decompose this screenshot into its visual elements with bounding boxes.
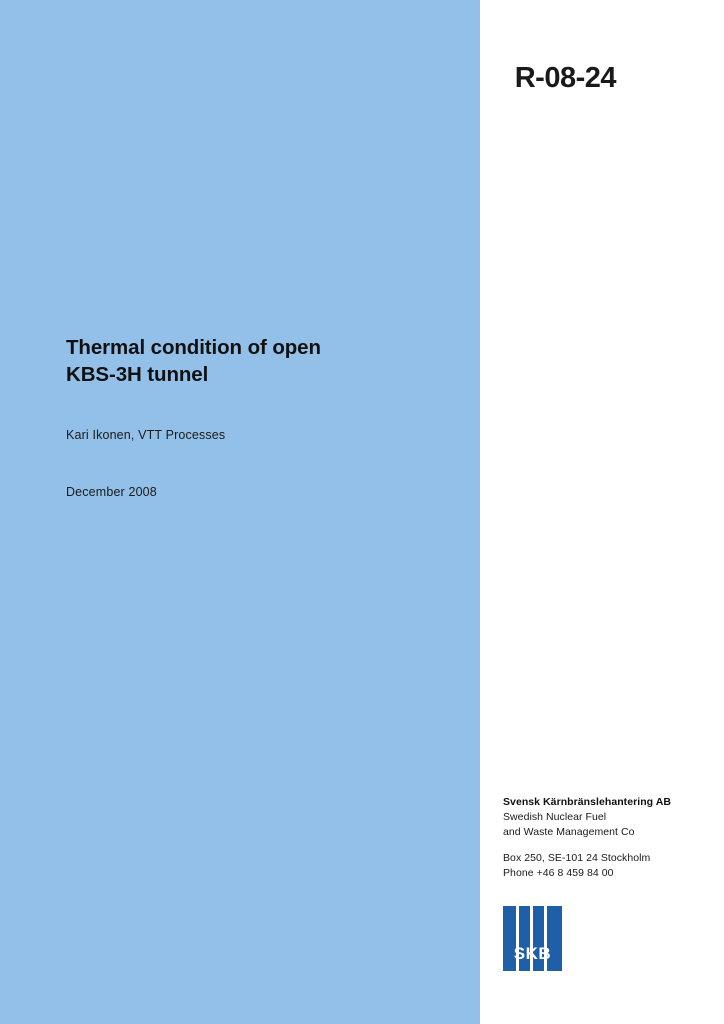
page-title-line-2: KBS-3H tunnel bbox=[66, 363, 209, 387]
publisher-phone: Phone +46 8 459 84 00 bbox=[503, 866, 614, 879]
publisher-name: Svensk Kärnbränslehantering AB bbox=[503, 796, 671, 808]
publisher-address: Box 250, SE-101 24 Stockholm bbox=[503, 851, 651, 864]
author-line: Kari Ikonen, VTT Processes bbox=[66, 428, 226, 442]
publisher-subtitle-line-1: Swedish Nuclear Fuel bbox=[503, 811, 607, 824]
publisher-block bbox=[503, 795, 703, 881]
title-block bbox=[66, 334, 456, 388]
skb-logo bbox=[503, 906, 562, 971]
logo-text: SKB bbox=[513, 944, 552, 963]
publisher-spacer bbox=[503, 841, 703, 851]
report-number: R-08-24 bbox=[514, 62, 616, 94]
publisher-subtitle-line-2: and Waste Management Co bbox=[503, 826, 635, 839]
publication-date: December 2008 bbox=[66, 485, 157, 499]
page-title-line-1: Thermal condition of open bbox=[66, 336, 321, 359]
